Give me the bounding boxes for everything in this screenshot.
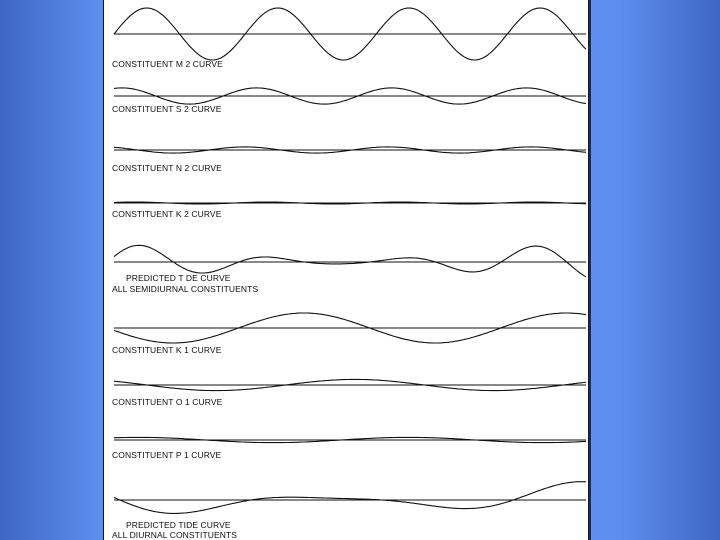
label-p1: CONSTITUENT P 1 CURVE xyxy=(112,450,222,460)
curve-group-m2 xyxy=(112,8,586,69)
curve-group-predicted_diurnal xyxy=(112,482,586,540)
curve-group-p1 xyxy=(112,437,586,460)
label-k2: CONSTITUENT K 2 CURVE xyxy=(112,209,222,219)
curve-group-s2 xyxy=(112,88,586,114)
sublabel-predicted_diurnal: ALL DIURNAL CONSTITUENTS xyxy=(112,530,238,540)
tide-curves-svg xyxy=(104,0,588,540)
tide-curves-figure xyxy=(104,0,588,540)
label-o1: CONSTITUENT O 1 CURVE xyxy=(112,397,223,407)
curve-group-k2 xyxy=(112,202,586,219)
curve-group-o1 xyxy=(112,379,586,407)
curve-group-predicted_semidiurnal xyxy=(112,245,586,294)
label-s2: CONSTITUENT S 2 CURVE xyxy=(112,104,222,114)
sublabel-predicted_semidiurnal: ALL SEMIDIURNAL CONSTITUENTS xyxy=(112,284,259,294)
label-predicted_diurnal: PREDICTED TIDE CURVE xyxy=(126,520,231,530)
curve-group-n2 xyxy=(112,147,586,173)
label-n2: CONSTITUENT N 2 CURVE xyxy=(112,163,222,173)
label-predicted_semidiurnal: PREDICTED T DE CURVE xyxy=(126,273,231,283)
curve-group-k1 xyxy=(112,313,586,355)
wave-predicted_diurnal xyxy=(114,482,586,514)
label-m2: CONSTITUENT M 2 CURVE xyxy=(112,59,223,69)
label-k1: CONSTITUENT K 1 CURVE xyxy=(112,345,222,355)
